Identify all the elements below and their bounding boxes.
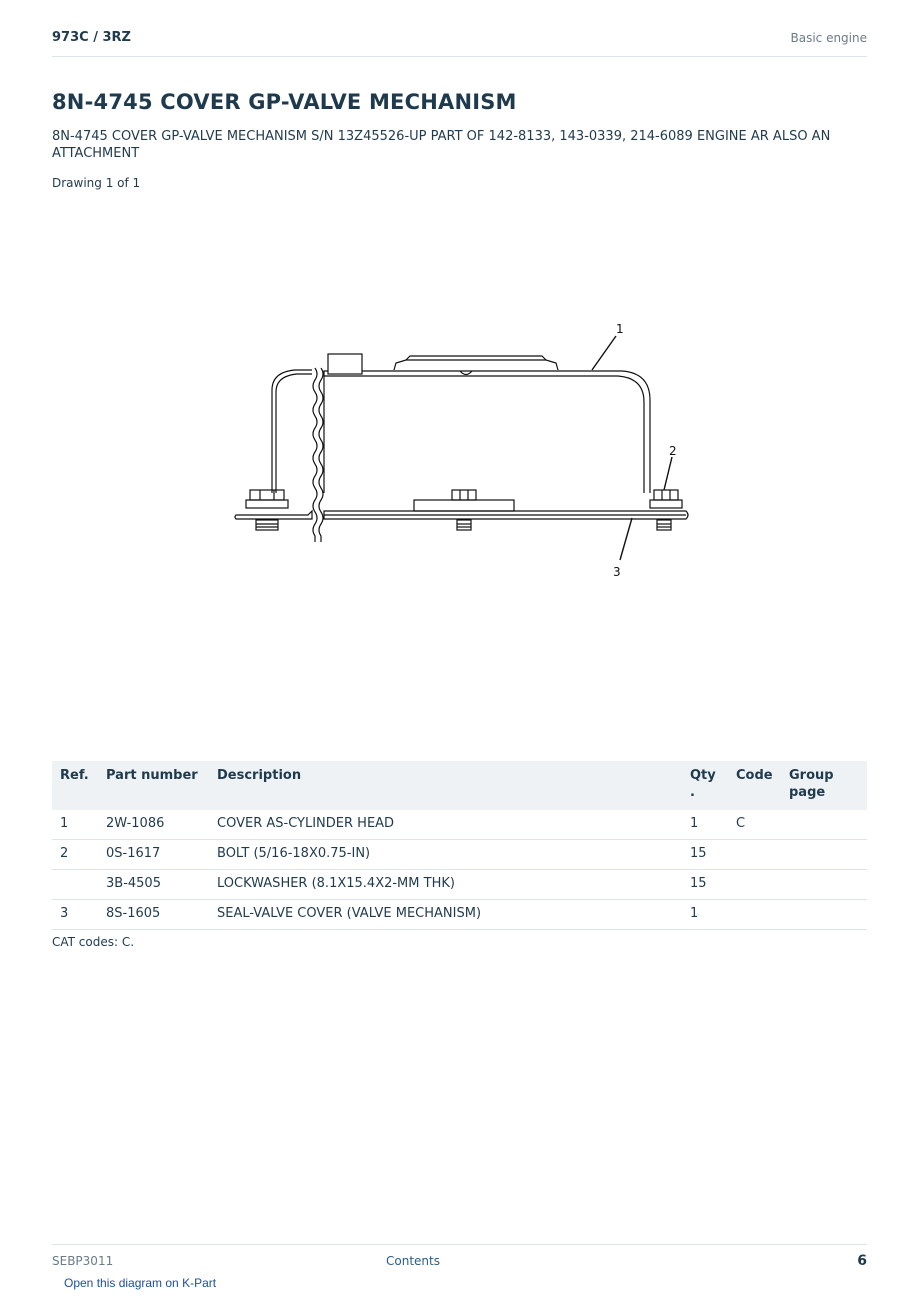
ref-cell: 1 (52, 810, 98, 840)
kpart-link[interactable]: Open this diagram on K-Part (64, 1276, 217, 1290)
page-footer (52, 1244, 867, 1275)
table-row (52, 810, 867, 840)
drawing-count: Drawing 1 of 1 (52, 176, 141, 190)
ref-cell: 3 (52, 900, 98, 930)
section-label: Basic engine (790, 31, 867, 45)
parts-table (52, 761, 867, 930)
model-label: 973C / 3RZ (52, 30, 131, 45)
ref-cell (52, 870, 98, 900)
group-page-cell (781, 900, 867, 930)
col-group-page: Group page (781, 761, 867, 810)
col-qty: Qty . (682, 761, 728, 810)
document-id: SEBP3011 (52, 1254, 114, 1268)
description-cell: BOLT (5/16-18X0.75-IN) (209, 840, 682, 870)
col-ref: Ref. (52, 761, 98, 810)
callout-2: 2 (669, 444, 677, 458)
table-row (52, 840, 867, 870)
page-header (52, 28, 867, 57)
description-cell: SEAL-VALVE COVER (VALVE MECHANISM) (209, 900, 682, 930)
part-number-cell: 2W-1086 (98, 810, 209, 840)
table-row (52, 900, 867, 930)
qty-cell: 1 (682, 900, 728, 930)
code-cell (728, 840, 781, 870)
col-part-number: Part number (98, 761, 209, 810)
description-cell: COVER AS-CYLINDER HEAD (209, 810, 682, 840)
ref-cell: 2 (52, 840, 98, 870)
page-number: 6 (857, 1253, 867, 1269)
table-header-row (52, 761, 867, 810)
part-number-cell: 8S-1605 (98, 900, 209, 930)
code-cell (728, 900, 781, 930)
page-title: 8N-4745 COVER GP-VALVE MECHANISM (52, 90, 517, 114)
callout-3: 3 (613, 565, 621, 579)
group-page-cell (781, 840, 867, 870)
group-page-cell (781, 870, 867, 900)
table-row (52, 870, 867, 900)
col-code: Code (728, 761, 781, 810)
contents-link[interactable]: Contents (386, 1254, 440, 1268)
qty-cell: 1 (682, 810, 728, 840)
page-subtitle: 8N-4745 COVER GP-VALVE MECHANISM S/N 13Z45526-UP PART OF 142-8133, 143-0339, 214-6089 ENGINE AR ALSO AN ATTACHMENT (52, 129, 831, 161)
group-page-cell (781, 810, 867, 840)
col-description: Description (209, 761, 682, 810)
description-cell: LOCKWASHER (8.1X15.4X2-MM THK) (209, 870, 682, 900)
code-cell: C (728, 810, 781, 840)
part-number-cell: 3B-4505 (98, 870, 209, 900)
code-cell (728, 870, 781, 900)
cat-codes-note: CAT codes: C. (52, 935, 135, 949)
qty-cell: 15 (682, 840, 728, 870)
part-number-cell: 0S-1617 (98, 840, 209, 870)
qty-cell: 15 (682, 870, 728, 900)
callout-1: 1 (616, 322, 624, 336)
parts-diagram (220, 200, 700, 740)
